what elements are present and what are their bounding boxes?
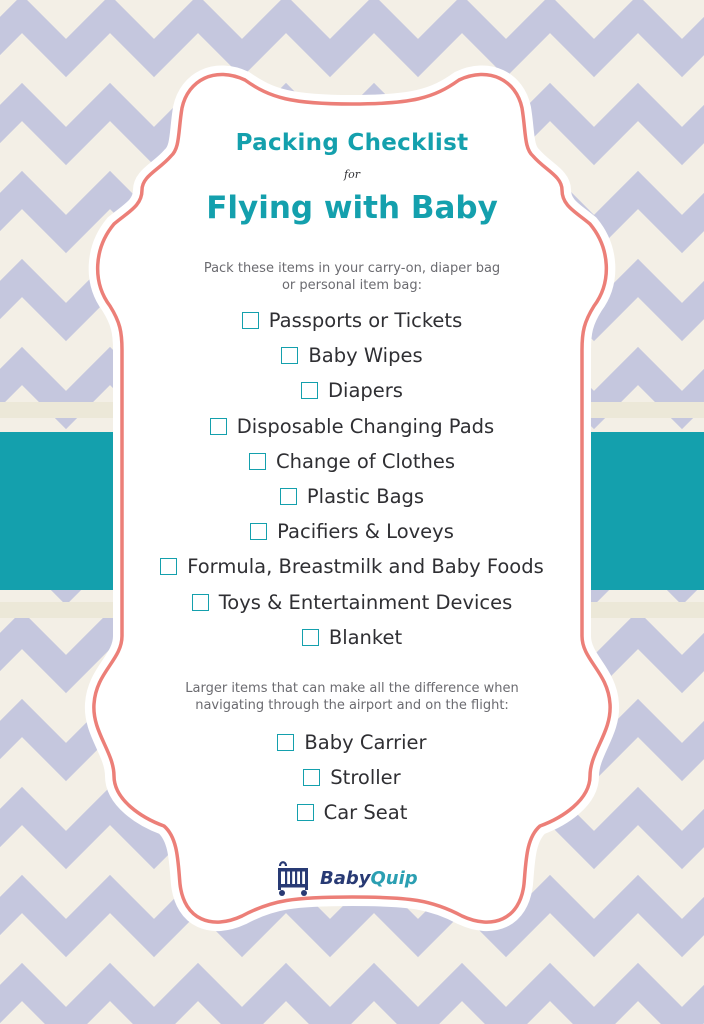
checkbox[interactable] bbox=[242, 312, 259, 329]
checklist-item[interactable] bbox=[0, 479, 704, 514]
larger-items-intro bbox=[160, 680, 544, 714]
larger-items-checklist bbox=[0, 725, 704, 831]
checklist-item-label: Stroller bbox=[330, 766, 401, 790]
checklist-item-label: Baby Wipes bbox=[308, 344, 423, 368]
checklist-item-label: Passports or Tickets bbox=[268, 309, 463, 333]
carry-on-checklist bbox=[0, 303, 704, 655]
checklist-item-label: Change of Clothes bbox=[276, 449, 455, 473]
checklist-item-label: Disposable Changing Pads bbox=[236, 414, 495, 438]
checklist-item[interactable] bbox=[0, 620, 704, 655]
checkbox[interactable] bbox=[302, 629, 319, 646]
checklist-item-label: Plastic Bags bbox=[306, 485, 425, 509]
page-title: Flying with Baby bbox=[206, 190, 498, 226]
brand-name-part2: Quip bbox=[370, 867, 418, 889]
checkbox[interactable] bbox=[160, 558, 177, 575]
checkbox[interactable] bbox=[303, 769, 320, 786]
checkbox[interactable] bbox=[192, 594, 209, 611]
title-connector: for bbox=[344, 168, 360, 181]
checkbox[interactable] bbox=[280, 488, 297, 505]
brand-logo bbox=[274, 858, 434, 898]
carry-on-intro-line2: or personal item bag: bbox=[281, 278, 423, 293]
carry-on-intro-line1: Pack these items in your carry-on, diaper bag bbox=[203, 261, 501, 276]
checkbox[interactable] bbox=[210, 418, 227, 435]
checklist-item-label: Diapers bbox=[328, 379, 403, 403]
checklist-item-label: Car Seat bbox=[323, 801, 408, 825]
checklist-item[interactable] bbox=[0, 585, 704, 620]
larger-items-intro-line2: navigating through the airport and on the flight: bbox=[195, 698, 509, 713]
checklist-item-label: Baby Carrier bbox=[304, 731, 427, 755]
title-line1: Packing Checklist bbox=[235, 130, 469, 156]
brand-name bbox=[320, 868, 418, 889]
checklist-item-label: Pacifiers & Loveys bbox=[277, 520, 454, 544]
checklist-item[interactable] bbox=[0, 514, 704, 549]
checkbox[interactable] bbox=[250, 523, 267, 540]
checklist-item[interactable] bbox=[0, 444, 704, 479]
checklist-item-label: Toys & Entertainment Devices bbox=[218, 590, 513, 614]
carry-on-intro bbox=[160, 260, 544, 294]
checkbox[interactable] bbox=[277, 734, 294, 751]
brand-name-part1: Baby bbox=[320, 867, 371, 889]
checklist-item[interactable] bbox=[0, 760, 704, 795]
checklist-item[interactable] bbox=[0, 338, 704, 373]
crib-icon bbox=[274, 858, 314, 898]
checklist-item[interactable] bbox=[0, 725, 704, 760]
checkbox[interactable] bbox=[249, 453, 266, 470]
checkbox[interactable] bbox=[301, 382, 318, 399]
larger-items-intro-line1: Larger items that can make all the difference when bbox=[185, 681, 519, 696]
checklist-item[interactable] bbox=[0, 373, 704, 408]
checklist-item[interactable] bbox=[0, 549, 704, 584]
checkbox[interactable] bbox=[297, 804, 314, 821]
checkbox[interactable] bbox=[281, 347, 298, 364]
checklist-item-label: Formula, Breastmilk and Baby Foods bbox=[187, 555, 544, 579]
checklist-item-label: Blanket bbox=[328, 625, 403, 649]
checklist-item[interactable] bbox=[0, 303, 704, 338]
checklist-item[interactable] bbox=[0, 795, 704, 830]
checklist-item[interactable] bbox=[0, 409, 704, 444]
